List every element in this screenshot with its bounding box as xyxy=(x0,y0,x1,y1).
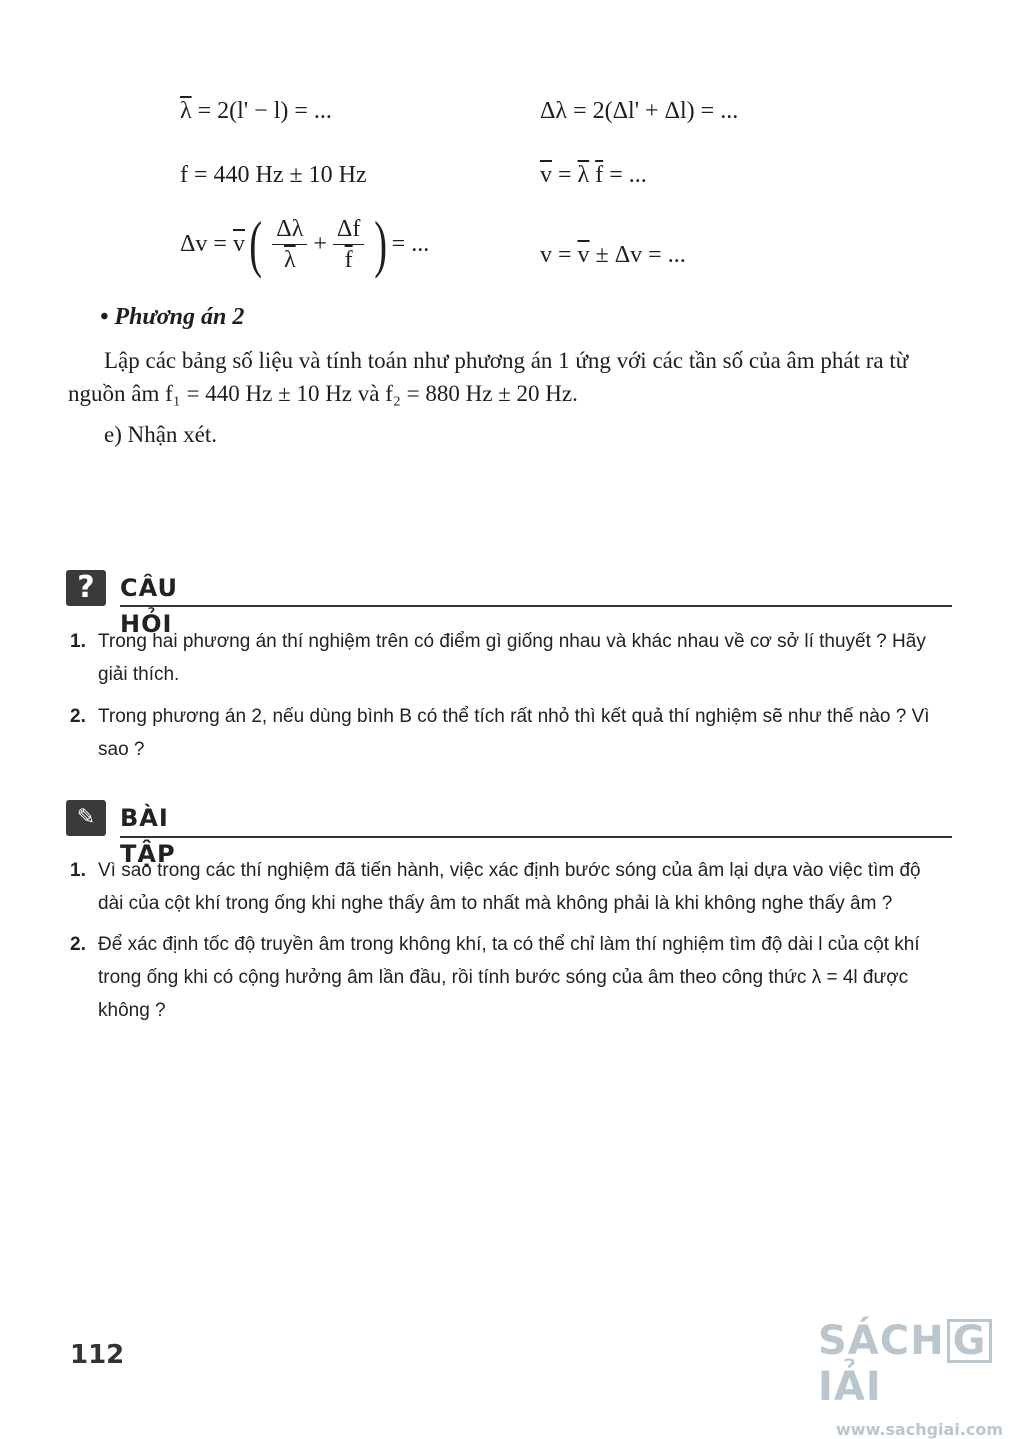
method2-paragraph: Lập các bảng số liệu và tính toán như phương án 1 ứng với các tần số của âm phát ra từ nguồn âm f₁ = 440 Hz ± 10 Hz và f₂ = 880 Hz ± 20 Hz. xyxy=(68,348,909,406)
question-mark-icon: ? xyxy=(66,570,106,606)
formula-v-result: $v = \overline{v} \pm \Delta v$ = ... xyxy=(540,242,686,268)
sachgiai-logo: SÁCH GIẢI www.sachgiai.com xyxy=(818,1318,1024,1439)
exercises-title: BÀI TẬP xyxy=(120,804,176,868)
page-number: 112 xyxy=(70,1340,125,1370)
formula-frequency: f = 440 Hz ± 10 Hz xyxy=(180,162,367,188)
exercise-item: 2. Để xác định tốc độ truyền âm trong không khí, ta có thể chỉ làm thí nghiệm tìm độ dài l của cột khí trong ống khi có cộng hưởng âm lần đầu, rồi tính bước sóng của âm theo công thức λ = 4l được không ? xyxy=(70,934,920,1021)
questions-title: CÂU HỎI xyxy=(120,574,178,638)
lambda-symbol: $\overline{\lambda}$ xyxy=(180,98,192,124)
question-item: 2. Trong phương án 2, nếu dùng bình B có thể tích rất nhỏ thì kết quả thí nghiệm sẽ như thế nào ? Vì sao ? xyxy=(70,706,930,760)
formula-delta-lambda: Δλ = 2(Δl' + Δl) = ... xyxy=(540,98,739,124)
exercises-divider xyxy=(120,836,952,838)
formula-delta-v: $\Delta v = \overline{v}$ ( $\frac{\Delta\lambda}{\lambda}$ + $\frac{\Delta f}{f}$ ) = ... xyxy=(180,208,430,279)
question-item: 1. Trong hai phương án thí nghiệm trên có điểm gì giống nhau và khác nhau về cơ sở lí thuyết ? Hãy giải thích. xyxy=(70,631,926,685)
fraction-delta-lambda: $\frac{\Delta\lambda}{\lambda}$ xyxy=(272,216,307,273)
bullet-icon: • xyxy=(100,304,109,330)
fraction-delta-f: $\frac{\Delta f}{f}$ xyxy=(333,216,364,273)
pencil-book-icon: ✎ xyxy=(66,800,106,836)
exercise-item: 1. Vì sao trong các thí nghiệm đã tiến hành, việc xác định bước sóng của âm lại dựa vào việc tìm độ dài của cột khí trong ống khi nghe thấy âm to nhất mà không phải là khi không nghe thấy âm ? xyxy=(70,860,921,914)
watermark-url: www.sachgiai.com xyxy=(836,1420,1004,1439)
formula-lambda-mean: $\overline{\lambda} = 2(l' - l)$ = ... xyxy=(180,98,332,124)
formula-v-mean: $\overline{v} = \overline{\lambda}$ $\overline{f}$ = ... xyxy=(540,162,647,188)
method2-heading: • Phương án 2 xyxy=(100,304,245,330)
method2-remark: e) Nhận xét. xyxy=(104,422,218,447)
questions-divider xyxy=(120,605,952,607)
